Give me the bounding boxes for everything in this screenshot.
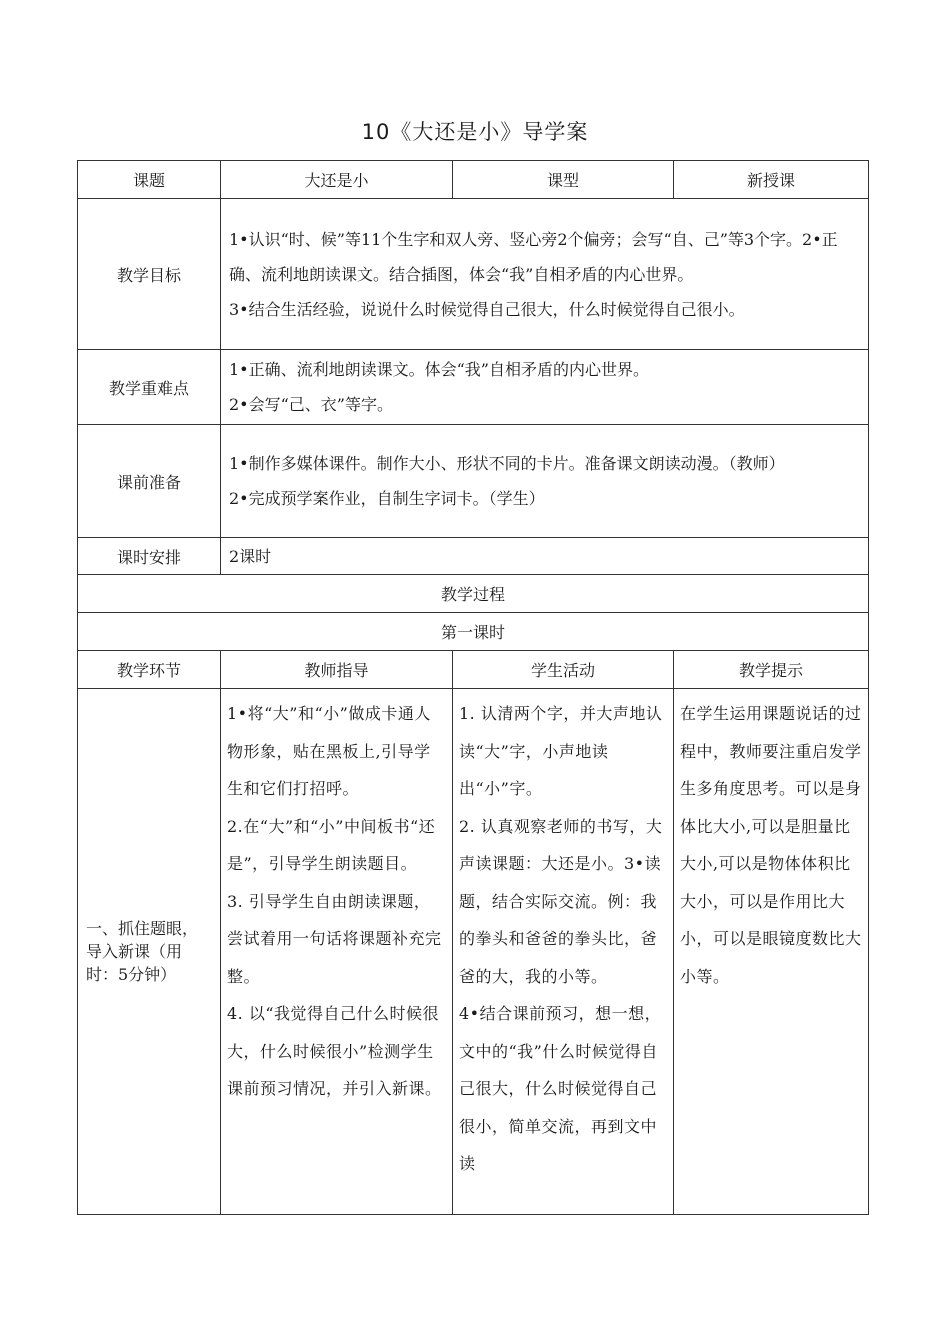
key-points-para-2: 2•会写“己、衣”等字。 <box>229 395 393 414</box>
teacher-step-3: 3. 引导学生自由朗读课题，尝试着用一句话将课题补充完整。 <box>227 891 442 986</box>
key-points-row <box>78 350 869 425</box>
teaching-tips-cell <box>674 689 869 1215</box>
process-header: 教学过程 <box>78 575 869 613</box>
stage-name: 一、抓住题眼，导入新课（用时：5分钟） <box>78 689 221 1215</box>
teacher-guidance-cell <box>221 689 453 1215</box>
preparation-label: 课前准备 <box>78 425 221 538</box>
topic-row <box>78 161 869 199</box>
type-label: 课型 <box>453 161 674 199</box>
preparation-para-1: 1•制作多媒体课件。制作大小、形状不同的卡片。准备课文朗读动漫。（教师） <box>229 454 785 473</box>
teacher-step-2: 2.在“大”和“小”中间板书“还是”，引导学生朗读题目。 <box>227 816 436 873</box>
stage-row <box>78 689 869 1215</box>
teacher-step-1: 1•将“大”和“小”做成卡通人物形象，贴在黑板上,引导学生和它们打招呼。 <box>227 704 431 798</box>
teaching-tips: 在学生运用课题说话的过程中，教师要注重启发学生多角度思考。可以是身体比大小,可以是胆量比大小,可以是物体体积比大小，可以是作用比大小，可以是眼镜度数比大小等。 <box>680 704 862 986</box>
student-activity-cell <box>453 689 674 1215</box>
key-points-label: 教学重难点 <box>78 350 221 425</box>
key-points-content <box>221 350 869 425</box>
preparation-para-2: 2•完成预学案作业，自制生字词卡。（学生） <box>229 489 545 508</box>
objectives-para-2: 3•结合生活经验，说说什么时候觉得自己很大，什么时候觉得自己很小。 <box>229 299 745 319</box>
column-header-row <box>78 651 869 689</box>
student-step-3: 4•结合课前预习，想一想，文中的“我”什么时候觉得自己很大，什么时候觉得自己很小，简单交流，再到文中读 <box>459 1004 662 1173</box>
document-title: 10《大还是小》导学案 <box>361 120 589 144</box>
student-step-2: 2. 认真观察老师的书写，大声读课题：大还是小。3•读题，结合实际交流。例：我的拳头和爸爸的拳头比，爸爸的大，我的小等。 <box>459 816 663 986</box>
lesson-header-row <box>78 613 869 651</box>
schedule-label: 课时安排 <box>78 538 221 575</box>
column-header-stage: 教学环节 <box>78 651 221 689</box>
type-value: 新授课 <box>674 161 869 199</box>
objectives-content <box>221 199 869 350</box>
key-points-para-1: 1•正确、流利地朗读课文。体会“我”自相矛盾的内心世界。 <box>229 360 649 379</box>
preparation-content <box>221 425 869 538</box>
lesson-plan-table <box>77 160 869 1215</box>
lesson-header: 第一课时 <box>78 613 869 651</box>
teacher-step-4: 4. 以“我觉得自己什么时候很大，什么时候很小”检测学生课前预习情况，并引入新课。 <box>227 1004 442 1098</box>
column-header-teacher: 教师指导 <box>221 651 453 689</box>
schedule-value: 2课时 <box>221 538 869 575</box>
student-step-1: 1. 认清两个字，并大声地认读“大”字，小声地读出“小”字。 <box>459 704 663 798</box>
preparation-row <box>78 425 869 538</box>
topic-label: 课题 <box>78 161 221 199</box>
process-header-row <box>78 575 869 613</box>
objectives-para-1: 1•认识“时、候”等11个生字和双人旁、竖心旁2个偏旁；会写“自、己”等3个字。2•正确、流利地朗读课文。结合插图，体会“我”自相矛盾的内心世界。 <box>229 229 838 284</box>
schedule-row <box>78 538 869 575</box>
topic-value: 大还是小 <box>221 161 453 199</box>
objectives-label: 教学目标 <box>78 199 221 350</box>
objectives-row <box>78 199 869 350</box>
column-header-student: 学生活动 <box>453 651 674 689</box>
column-header-tips: 教学提示 <box>674 651 869 689</box>
